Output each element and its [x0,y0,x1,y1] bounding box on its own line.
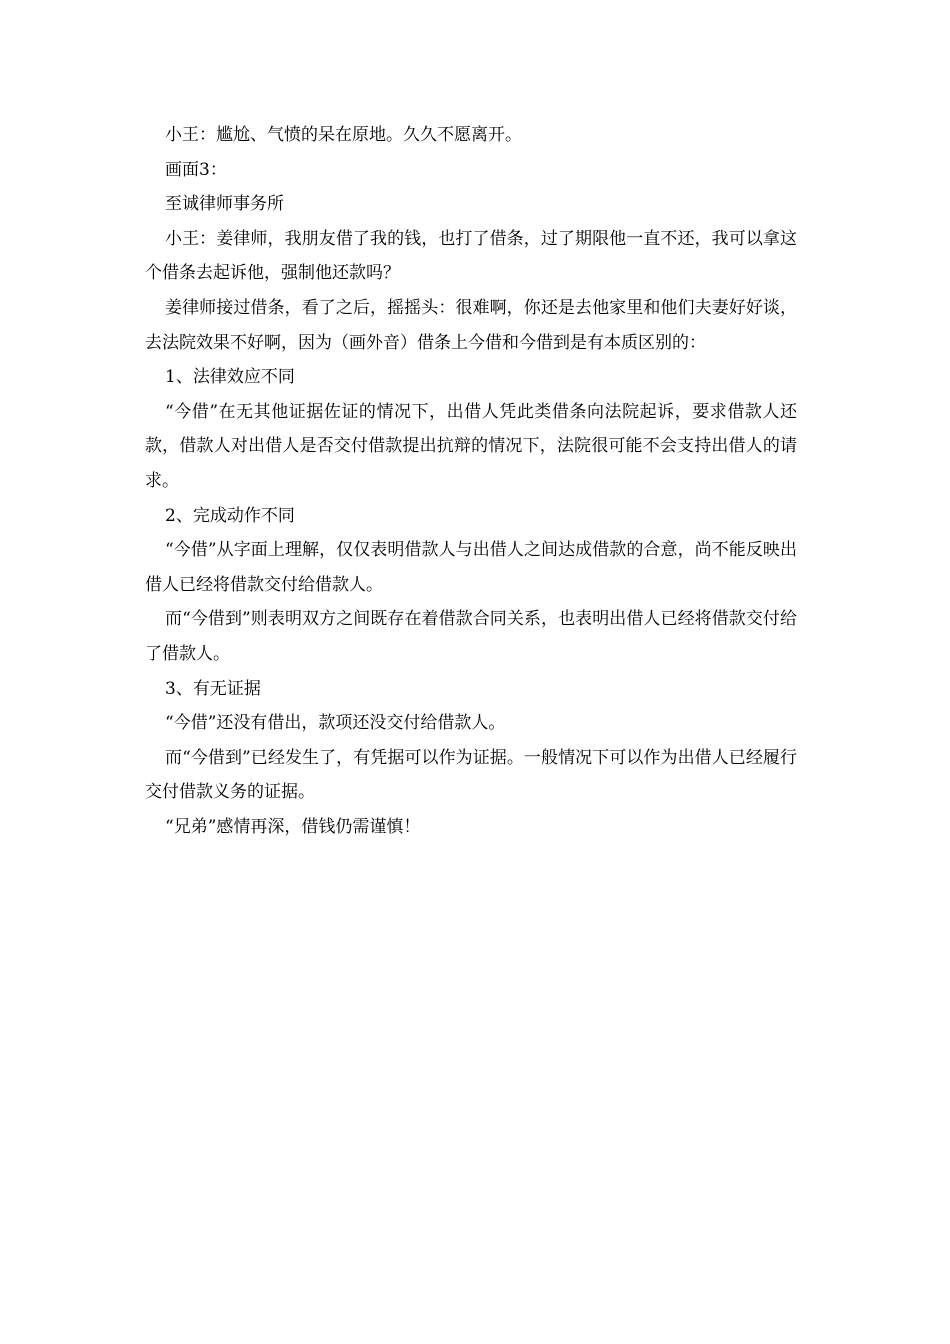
heading-evidence: 3、有无证据 [165,678,261,699]
paragraph-jinjiedao-evidence: 而“今借到”已经发生了，有凭据可以作为证据。一般情况下可以作为出借人已经履行交付借款义务的证据。 [145,747,797,803]
paragraph-jinjiedao-meaning: 而“今借到”则表明双方之间既存在着借款合同关系，也表明出借人已经将借款交付给了借款人。 [145,609,797,664]
paragraph-xiaowang-question: 小王：姜律师，我朋友借了我的钱，也打了借条，过了期限他一直不还，我可以拿这个借条去起诉他，强制他还款吗？ [145,228,797,284]
paragraph-jinjie-meaning: “今借”从字面上理解，仅仅表明借款人与出借人之间达成借款的合意，尚不能反映出借人已经将借款交付给借款人。 [145,540,797,595]
paragraph-scene-3: 画面3： [165,159,227,180]
paragraph-xiaowang-awkward: 小王：尴尬、气愤的呆在原地。久久不愿离开。 [165,125,522,145]
heading-completed-action: 2、完成动作不同 [165,505,295,526]
paragraph-law-firm: 至诚律师事务所 [165,194,284,215]
heading-legal-effect: 1、法律效应不同 [165,367,295,388]
paragraph-legal-effect: “今借”在无其他证据佐证的情况下，出借人凭此类借条向法院起诉，要求借款人还款，借款人对出借人是否交付借款提出抗辩的情况下，法院很可能不会支持出借人的请求。 [145,401,797,491]
paragraph-lawyer-answer: 姜律师接过借条，看了之后，摇摇头：很难啊，你还是去他家里和他们夫妻好好谈，去法院效果不好啊，因为（画外音）借条上今借和今借到是有本质区别的： [145,297,797,353]
paragraph-closing-advice: “兄弟”感情再深，借钱仍需谨慎！ [165,816,421,837]
document-body [145,118,797,844]
paragraph-jinjie-evidence: “今借”还没有借出，款项还没交付给借款人。 [165,713,506,734]
